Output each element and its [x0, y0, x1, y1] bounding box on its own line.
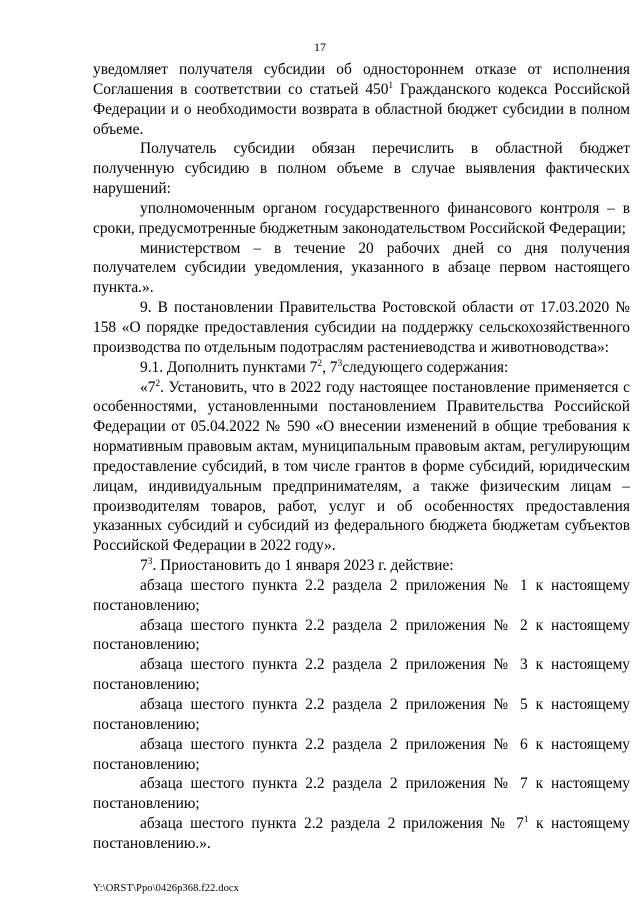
superscript: 1	[388, 80, 394, 91]
superscript: 2	[155, 378, 161, 389]
page-number: 17	[314, 40, 326, 54]
paragraph	[93, 556, 630, 576]
paragraph	[93, 139, 630, 199]
paragraph-text: 9.1. Дополнить пунктами 7	[140, 358, 318, 376]
superscript: 3	[147, 556, 153, 567]
paragraph-text: уведомляет получателя субсидии об одностороннем отказе от исполнения Соглашения в соответствии со статьей 450	[93, 61, 630, 98]
paragraph-text: абзаца шестого пункта 2.2 раздела 2 приложения № 6 к настоящему постановлению;	[93, 735, 630, 773]
paragraph	[93, 298, 630, 358]
paragraph	[93, 358, 630, 378]
paragraph-text: следующего содержания:	[342, 358, 509, 376]
paragraph	[93, 735, 630, 775]
paragraph-text: абзаца шестого пункта 2.2 раздела 2 приложения № 7 к настоящему постановлению;	[93, 775, 630, 813]
paragraph	[93, 655, 630, 695]
paragraph-text: министерством – в течение 20 рабочих дней со дня получения получателем субсидии уведомления, указанного в абзаце первом настоящего пункта.».	[93, 239, 630, 297]
paragraph-text: 7	[140, 557, 148, 575]
superscript: 3	[337, 358, 343, 369]
paragraph	[93, 239, 630, 299]
paragraph	[93, 814, 630, 854]
paragraph-text: абзаца шестого пункта 2.2 раздела 2 приложения № 5 к настоящему постановлению;	[93, 696, 630, 733]
paragraph-text: абзаца шестого пункта 2.2 раздела 2 приложения № 2 к настоящему постановлению;	[93, 616, 630, 654]
document-body	[93, 60, 630, 854]
superscript: 2	[317, 358, 323, 369]
paragraph-text: абзаца шестого пункта 2.2 раздела 2 приложения № 3 к настоящему постановлению;	[93, 656, 630, 694]
paragraph-text: , 7	[322, 358, 338, 376]
paragraph-text: . Установить, что в 2022 году настоящее постановление применяется с особенностями, установленными постановлением Правительства Российской Федерации от 05.04.2022 № 590 «О внесении изменений в общие требования к нормативным правовым актам, муниципальным правовым актам, регулирующим предоставление субсидий, в том числе грантов в форме субсидий, юридическим лицам, индивидуальным предпринимателям, а также физическим лицам – производителям товаров, работ, услуг и об особенностях предоставления указанных субсидий и субсидий из федерального бюджета бюджетам субъектов Российской Федерации в 2022 году».	[93, 378, 630, 555]
paragraph	[93, 199, 630, 239]
paragraph	[93, 695, 630, 735]
paragraph-text: . Приостановить до 1 января 2023 г. действие:	[152, 557, 454, 575]
file-path-footer: Y:\ORST\Ppo\0426p368.f22.docx	[93, 883, 240, 894]
paragraph-text: абзаца шестого пункта 2.2 раздела 2 приложения № 1 к настоящему постановлению;	[93, 576, 630, 614]
paragraph	[93, 378, 630, 557]
paragraph-text: Гражданского кодекса Российской Федерации и о необходимости возврата в областной бюджет субсидии в полном объеме.	[93, 80, 630, 138]
paragraph	[93, 576, 630, 616]
paragraph-text: «7	[140, 378, 156, 396]
paragraph	[93, 616, 630, 656]
paragraph	[93, 774, 630, 814]
paragraph-text: уполномоченным органом государственного финансового контроля – в сроки, предусмотренные бюджетным законодательством Российской Федерации;	[93, 199, 630, 237]
paragraph	[93, 60, 630, 139]
paragraph-text: к настоящему постановлению.».	[93, 815, 630, 852]
superscript: 1	[523, 814, 529, 825]
paragraph-text: Получатель субсидии обязан перечислить в областной бюджет полученную субсидию в полном объеме в случае выявления фактических нарушений:	[93, 140, 630, 198]
paragraph-text: абзаца шестого пункта 2.2 раздела 2 приложения № 7	[140, 815, 524, 833]
paragraph-text: 9. В постановлении Правительства Ростовской области от 17.03.2020 № 158 «О порядке предоставления субсидии на поддержку сельскохозяйственного производства по отдельным подотраслям растениеводства и животноводства»:	[93, 299, 630, 356]
